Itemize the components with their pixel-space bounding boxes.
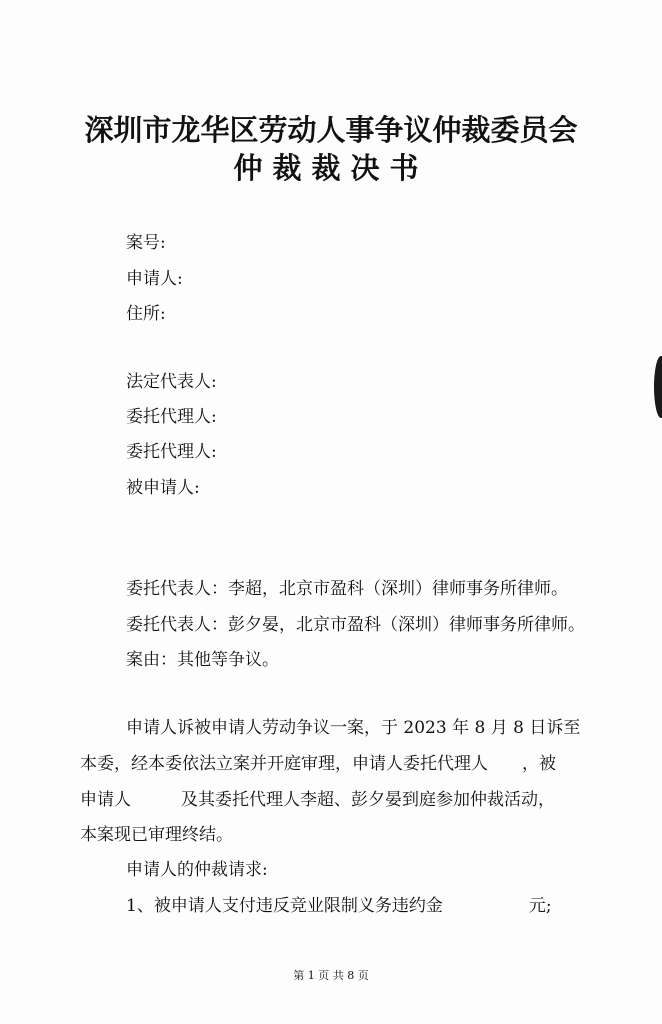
body-line-2-text: 本委，经本委依法立案并开庭审理，申请人委托代理人 xyxy=(80,754,488,774)
legal-representative-label: 法定代表人: xyxy=(126,372,217,392)
body-paragraph-line-2 xyxy=(80,752,556,776)
requests-heading: 申请人的仲裁请求: xyxy=(126,860,268,880)
case-cause: 案由：其他等争议。 xyxy=(126,650,279,670)
request-item-1-text: 1、被申请人支付违反竞业限制义务违约金 xyxy=(126,896,443,916)
address-label: 住所: xyxy=(126,304,166,324)
body-paragraph-line-1: 申请人诉被申请人劳动争议一案，于 2023 年 8 月 8 日诉至 xyxy=(126,718,581,738)
respondent-agent-1: 委托代表人：李超，北京市盈科（深圳）律师事务所律师。 xyxy=(126,579,568,599)
body-paragraph-line-4: 本案现已审理终结。 xyxy=(80,825,233,845)
body-line-3-text: 及其委托代理人李超、彭夕晏到庭参加仲裁活动， xyxy=(181,790,555,810)
respondent-label: 被申请人: xyxy=(126,478,200,498)
committee-title: 深圳市龙华区劳动人事争议仲裁委员会 xyxy=(84,113,578,147)
body-line-2-end: ，被 xyxy=(522,754,556,774)
body-paragraph-line-3 xyxy=(80,788,555,812)
respondent-agent-2: 委托代表人：彭夕晏，北京市盈科（深圳）律师事务所律师。 xyxy=(126,615,585,635)
scan-edge-mark xyxy=(654,356,662,418)
case-number-label: 案号: xyxy=(126,233,166,253)
applicant-label: 申请人: xyxy=(126,269,183,289)
body-line-3-start: 申请人 xyxy=(80,790,131,810)
document-title: 仲裁裁决书 xyxy=(233,151,429,185)
agent-label-1: 委托代理人: xyxy=(126,407,217,427)
page-footer: 第 1 页 共 8 页 xyxy=(293,969,369,982)
request-item-1-unit: 元; xyxy=(528,896,552,916)
request-item-1 xyxy=(126,894,552,918)
agent-label-2: 委托代理人: xyxy=(126,442,217,462)
